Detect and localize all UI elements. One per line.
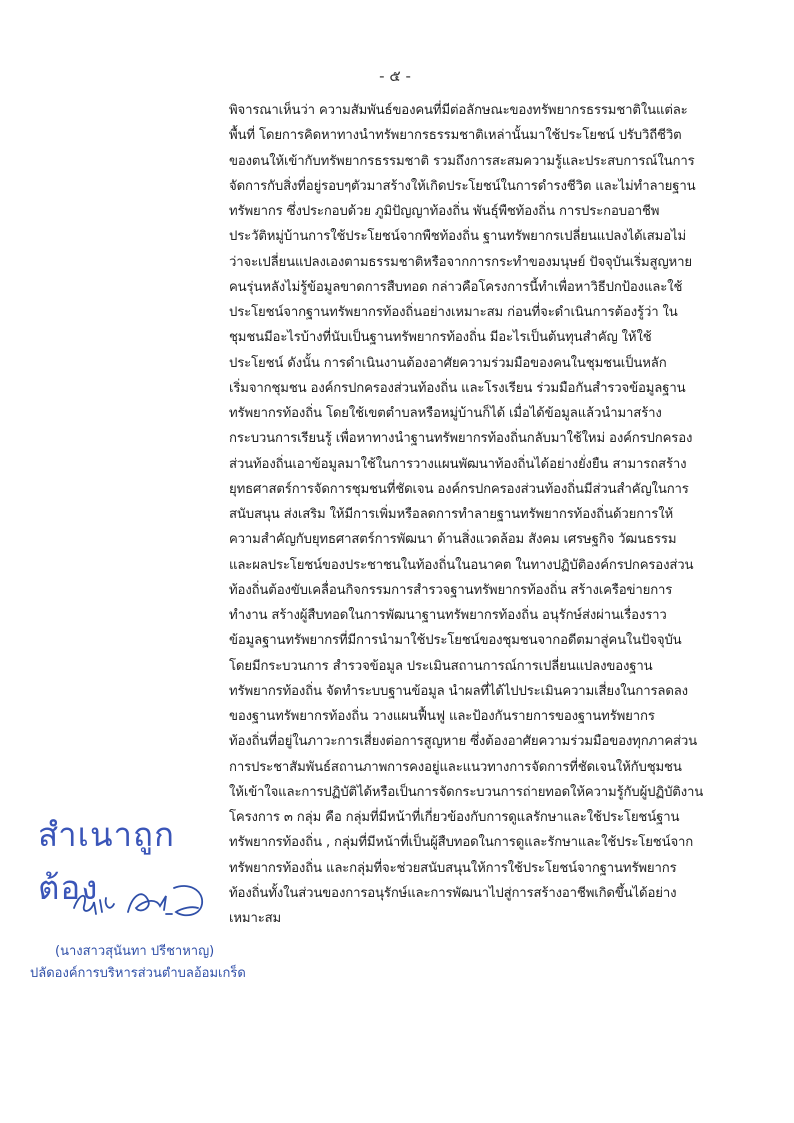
signature-scribble (70, 878, 220, 926)
text-line: เริ่มจากชุมชน องค์กรปกครองส่วนท้องถิ่น และโรงเรียน ร่วมมือกันสำรวจข้อมูลฐาน (229, 381, 686, 396)
text-line: ท้องถิ่นที่อยู่ในภาวะการเสี่ยงต่อการสูญหาย ซึ่งต้องอาศัยความร่วมมือของทุกภาคส่วน (229, 734, 698, 749)
text-line: ทำงาน สร้างผู้สืบทอดในการพัฒนาฐานทรัพยากรท้องถิ่น อนุรักษ์ส่งผ่านเรื่องราว (229, 608, 667, 623)
text-line: ความสำคัญกับยุทธศาสตร์การพัฒนา ด้านสิ่งแวดล้อม สังคม เศรษฐกิจ วัฒนธรรม (229, 532, 677, 547)
text-line: โครงการ ๓ กลุ่ม คือ กลุ่มที่มีหน้าที่เกี่ยวข้องกับการดูแลรักษาและใช้ประโยชน์ฐาน (229, 810, 680, 825)
handwritten-signature (70, 878, 220, 926)
text-line: โดยมีกระบวนการ สำรวจข้อมูล ประเมินสถานการณ์การเปลี่ยนแปลงของฐาน (229, 659, 653, 674)
certified-copy-stamp: สำเนาถูกต้อง (38, 815, 176, 907)
text-line: จัดการกับสิ่งที่อยู่รอบๆตัวมาสร้างให้เกิดประโยชน์ในการดำรงชีวิต และไม่ทำลายฐาน (229, 179, 696, 194)
text-line: ประวัติหมู่บ้านการใช้ประโยชน์จากพืชท้องถิ่น ฐานทรัพยากรเปลี่ยนแปลงได้เสมอไม่ (229, 229, 687, 244)
text-line: ประโยชน์ ดังนั้น การดำเนินงานต้องอาศัยความร่วมมือของคนในชุมชนเป็นหลัก (229, 356, 667, 371)
text-line: ทรัพยากรท้องถิ่น โดยใช้เขตตำบลหรือหมู่บ้านก็ได้ เมื่อได้ข้อมูลแล้วนำมาสร้าง (229, 406, 662, 421)
text-line: ส่วนท้องถิ่นเอาข้อมูลมาใช้ในการวางแผนพัฒนาท้องถิ่นได้อย่างยั่งยืน สามารถสร้าง (229, 457, 687, 472)
page-number: - ๕ - (379, 67, 411, 85)
text-line: พื้นที่ โดยการคิดหาทางนำทรัพยากรธรรมชาติเหล่านั้นมาใช้ประโยชน์ ปรับวิถีชีวิต (229, 128, 682, 143)
text-line: ข้อมูลฐานทรัพยากรที่มีการนำมาใช้ประโยชน์ของชุมชนจากอดีตมาสู่คนในปัจจุบัน (229, 633, 682, 648)
text-line: พิจารณาเห็นว่า ความสัมพันธ์ของคนที่มีต่อลักษณะของทรัพยากรธรรมชาติในแต่ละ (229, 103, 688, 118)
text-line: เหมาะสม (229, 911, 282, 926)
text-line: ชุมชนมีอะไรบ้างที่นับเป็นฐานทรัพยากรท้องถิ่น มีอะไรเป็นต้นทุนสำคัญ ให้ใช้ (229, 330, 652, 345)
text-line: ทรัพยากร ซึ่งประกอบด้วย ภูมิปัญญาท้องถิ่น พันธุ์พืชท้องถิ่น การประกอบอาชีพ (229, 204, 660, 219)
text-line: การประชาสัมพันธ์สถานภาพการคงอยู่และแนวทางการจัดการที่ชัดเจนให้กับชุมชน (229, 760, 682, 775)
text-line: สนับสนุน ส่งเสริม ให้มีการเพิ่มหรือลดการทำลายฐานทรัพยากรท้องถิ่นด้วยการให้ (229, 507, 674, 522)
text-line: ทรัพยากรท้องถิ่น และกลุ่มที่จะช่วยสนับสนุนให้การใช้ประโยชน์จากฐานทรัพยากร (229, 861, 677, 876)
signer-name: (นางสาวสุนันทา ปรีชาหาญ) (55, 944, 215, 959)
text-line: ว่าจะเปลี่ยนแปลงเองตามธรรมชาติหรือจากการกระทำของมนุษย์ ปัจจุบันเริ่มสูญหาย (229, 255, 692, 270)
text-line: ให้เข้าใจและการปฏิบัติได้หรือเป็นการจัดกระบวนการถ่ายทอดให้ความรู้กับผู้ปฏิบัติงาน (229, 785, 704, 800)
text-line: ของตนให้เข้ากับทรัพยากรธรรมชาติ รวมถึงการสะสมความรู้และประสบการณ์ในการ (229, 154, 695, 169)
text-line: ยุทธศาสตร์การจัดการชุมชนที่ชัดเจน องค์กรปกครองส่วนท้องถิ่นมีส่วนสำคัญในการ (229, 482, 689, 497)
text-line: ทรัพยากรท้องถิ่น จัดทำระบบฐานข้อมูล นำผลที่ได้ไปประเมินความเสี่ยงในการลดลง (229, 684, 688, 699)
text-line: ประโยชน์จากฐานทรัพยากรท้องถิ่นอย่างเหมาะสม ก่อนที่จะดำเนินการต้องรู้ว่า ใน (229, 305, 678, 320)
text-line: กระบวนการเรียนรู้ เพื่อหาทางนำฐานทรัพยากรท้องถิ่นกลับมาใช้ใหม่ องค์กรปกครอง (229, 431, 693, 446)
signer-title: ปลัดองค์การบริหารส่วนตำบลอ้อมเกร็ด (30, 966, 246, 981)
text-line: ของฐานทรัพยากรท้องถิ่น วางแผนฟื้นฟู และป้องกันรายการของฐานทรัพยากร (229, 709, 655, 724)
text-line: และผลประโยชน์ของประชาชนในท้องถิ่นในอนาคต ในทางปฏิบัติองค์กรปกครองส่วน (229, 558, 694, 573)
text-line: ท้องถิ่นต้องขับเคลื่อนกิจกรรมการสำรวจฐานทรัพยากรท้องถิ่น สร้างเครือข่ายการ (229, 583, 673, 598)
text-line: ท้องถิ่นทั้งในส่วนของการอนุรักษ์และการพัฒนาไปสู่การสร้างอาชีพเกิดขึ้นได้อย่าง (229, 886, 677, 901)
text-line: ทรัพยากรท้องถิ่น , กลุ่มที่มีหน้าที่เป็นผู้สืบทอดในการดูและรักษาและใช้ประโยชน์จาก (229, 835, 694, 850)
text-line: คนรุ่นหลังไม่รู้ข้อมูลขาดการสืบทอด กล่าวคือโครงการนี้ทำเพื่อหาวิธีปกป้องและใช้ (229, 280, 683, 295)
